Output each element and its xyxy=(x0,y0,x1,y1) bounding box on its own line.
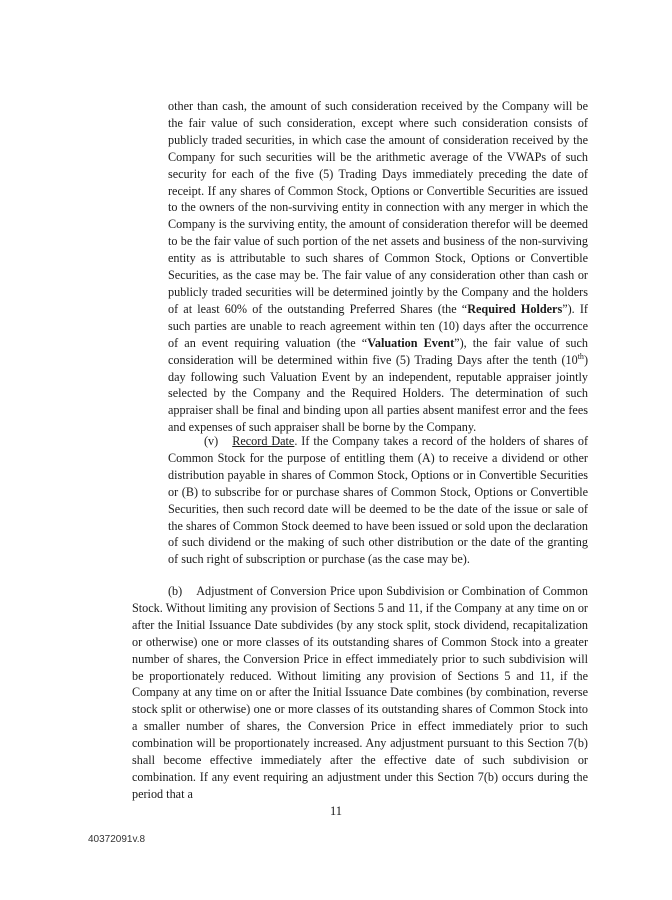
paragraph-text: ) day following such Valuation Event by an independent, reputable appraiser jointly selected by the Company and the Required Holders. The determination of such appraiser shall be final and binding upon all parties absent manifest error and the fees and expenses of such appraiser shall be borne by the Company. xyxy=(168,352,588,435)
document-id: 40372091v.8 xyxy=(88,834,146,845)
clause-number: (b) xyxy=(168,584,183,598)
paragraph-adjustment-subdivision xyxy=(132,583,588,803)
clause-number: (v) xyxy=(204,434,219,448)
defined-term-valuation-event: Valuation Event xyxy=(367,335,455,350)
paragraph-record-date xyxy=(168,433,588,568)
paragraph-text: ”), the fair value of such consideration will be determined within five (5) Trading Days after the tenth (10 xyxy=(168,335,588,367)
paragraph-text: . If the Company takes a record of the holders of shares of Common Stock for the purpose of entitling them (A) to receive a dividend or other distribution payable in shares of Common Stock, Options or in Convertible Securities or (B) to subscribe for or purchase shares of Common Stock, Options or Convertible Securities, then such record date will be deemed to be the date of the issue or sale of the shares of Common Stock deemed to have been issued or sold upon the declaration of such dividend or the making of such other distribution or the date of the granting of such right of subscription or purchase (as the case may be). xyxy=(168,434,589,567)
clause-heading: Record Date xyxy=(232,434,295,448)
page-number: 11 xyxy=(329,804,343,818)
paragraph-text: Adjustment of Conversion Price upon Subdivision or Combination of Common Stock. Without limiting any provision of Sections 5 and 11, if the Company at any time on or after the Initial Issuance Date subdivides (by any stock split, stock dividend, recapitalization or otherwise) one or more classes of its outstanding shares of Common Stock into a greater number of shares, the Conversion Price in effect immediately prior to such subdivision will be proportionately reduced. Without limiting any provision of Sections 5 and 11, if the Company at any time on or after the Initial Issuance Date combines (by combination, reverse stock split or otherwise) one or more classes of its outstanding shares of Common Stock into a smaller number of shares, the Conversion Price in effect immediately prior to such combination will be proportionately increased. Any adjustment pursuant to this Section 7(b) shall become effective immediately after the effective date of such subdivision or combination. If any event requiring an adjustment under this Section 7(b) occurs during the period that a xyxy=(132,584,588,801)
defined-term-required-holders: Required Holders xyxy=(467,301,563,316)
paragraph-text: ”). If such parties are unable to reach agreement within ten (10) days after the occurrence of an event requiring valuation (the “ xyxy=(168,301,588,350)
superscript-ordinal: th xyxy=(577,351,584,361)
paragraph-consideration-valuation xyxy=(168,98,588,436)
paragraph-text: other than cash, the amount of such consideration received by the Company will be the fair value of such consideration, except where such consideration consists of publicly traded securities, in which case the amount of consideration received by the Company for such securities will be the arithmetic average of the VWAPs of such security for each of the five (5) Trading Days immediately preceding the date of receipt. If any shares of Common Stock, Options or Convertible Securities are issued to the owners of the non-surviving entity in connection with any merger in which the Company is the surviving entity, the amount of consideration therefor will be deemed to be the fair value of such portion of the net assets and business of the non-surviving entity as is attributable to such shares of Common Stock, Options or Convertible Securities, as the case may be. The fair value of any consideration other than cash or publicly traded securities will be determined jointly by the Company and the holders of at least 60% of the outstanding Preferred Shares (the “ xyxy=(168,99,588,316)
